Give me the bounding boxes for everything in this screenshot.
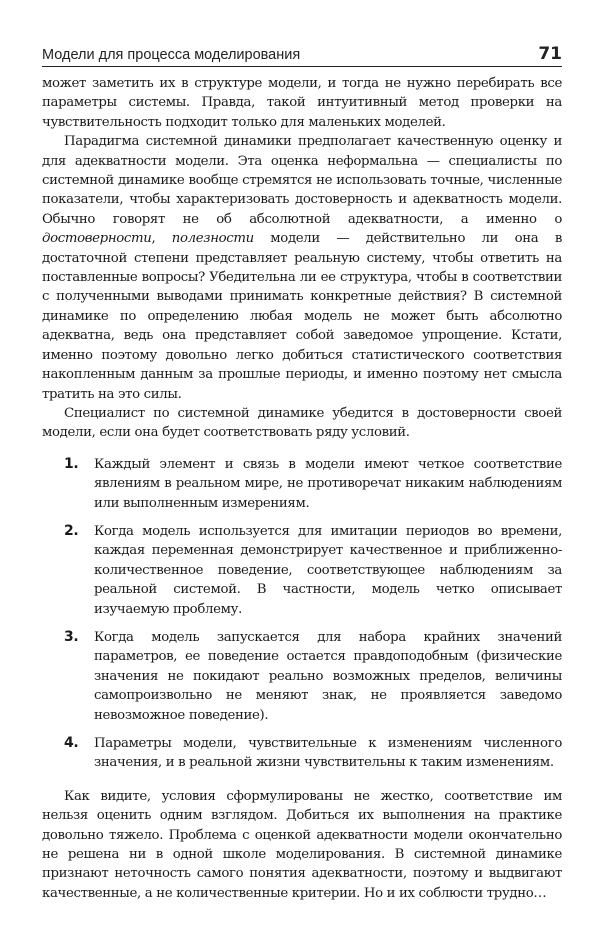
paragraph-paradigm bbox=[42, 132, 562, 404]
list-item-text: Каждый элемент и связь в модели имеют четкое соответствие явлениям в реальном мире, не противоречат никаким наблюдениям или выполненным измерениям. bbox=[94, 456, 562, 511]
list-item-number: 4. bbox=[64, 735, 79, 751]
emphasis-separator: , bbox=[151, 231, 172, 247]
list-item-number: 1. bbox=[64, 455, 79, 472]
list-item-text: Параметры модели, чувствительные к изменениям численного значения, и в реальной жизни чувствительны к таким изменениям. bbox=[94, 736, 562, 771]
paragraph-continuation: может заметить их в структуре модели, и тогда не нужно перебирать все параметры системы. Правда, такой интуитивный метод проверки на чувствительность подходит только для маленьких моделей. bbox=[42, 76, 562, 130]
page-number: 71 bbox=[538, 44, 562, 64]
list-item-number: 2. bbox=[64, 522, 79, 539]
paragraph-text: модели — действительно ли она в достаточной степени представляет реальную систему, чтобы ответить на поставленные вопросы? Убедительна ли ее структура, чтобы в соответствии с полученными выводами принимать конкретные действия? В системной динамике по определению любая модель не может быть абсолютно адекватна, ведь она представляет собой заведомое упрощение. Кстати, именно поэтому довольно легко добиться статистического соответствия накопленным данным за прошлые периоды, и именно поэтому нет смысла тратить на это силы. bbox=[42, 231, 562, 402]
list-item-text: Когда модель запускается для набора крайних значений параметров, ее поведение остается правдоподобным (физические значения не покидают реально возможных пределов, величины самопроизвольно не меняют знак, не проявляется заведомо невозможное поведение). bbox=[94, 629, 562, 723]
list-item bbox=[42, 522, 562, 619]
list-item-text: Когда модель используется для имитации периодов во времени, каждая переменная демонстрирует качественное и приближенно-количественное поведение, соответствующее наблюдениям за реальной системой. В частности, модель четко описывает изучаемую проблему. bbox=[94, 523, 562, 617]
paragraph-text: Парадигма системной динамики предполагает качественную оценку и для адекватности модели. Эта оценка неформальна — специалисты по системной динамике вообще стремятся не использовать точные, численные показатели, чтобы характеризовать достоверность и адекватность модели. Обычно говорят не об абсолютной адекватности, а именно о bbox=[42, 134, 562, 227]
list-item-number: 3. bbox=[64, 628, 79, 645]
paragraph-conclusion: Как видите, условия сформулированы не жестко, соответствие им нельзя оценить одним взглядом. Добиться их выполнения на практике довольно тяжело. Проблема с оценкой адекватности модели окончательно не решена ни в одной школе моделирования. В системной динамике признают неточность самого понятия адекватности, поэтому и выдвигают качественные, а не количественные критерии. Но и их соблюсти трудно… bbox=[42, 788, 562, 901]
emphasis-reliability: достоверности bbox=[42, 231, 152, 247]
list-item bbox=[42, 455, 562, 513]
paragraph-conditions-intro: Специалист по системной динамике убедится в достоверности своей модели, если она будет соответствовать ряду условий. bbox=[42, 405, 562, 441]
list-item bbox=[42, 628, 562, 725]
emphasis-usefulness: полезности bbox=[171, 231, 254, 247]
running-header bbox=[42, 44, 562, 67]
chapter-title: Модели для процесса моделирования bbox=[42, 47, 301, 63]
list-item bbox=[42, 734, 562, 773]
page-body bbox=[42, 74, 562, 903]
conditions-list bbox=[42, 455, 562, 773]
